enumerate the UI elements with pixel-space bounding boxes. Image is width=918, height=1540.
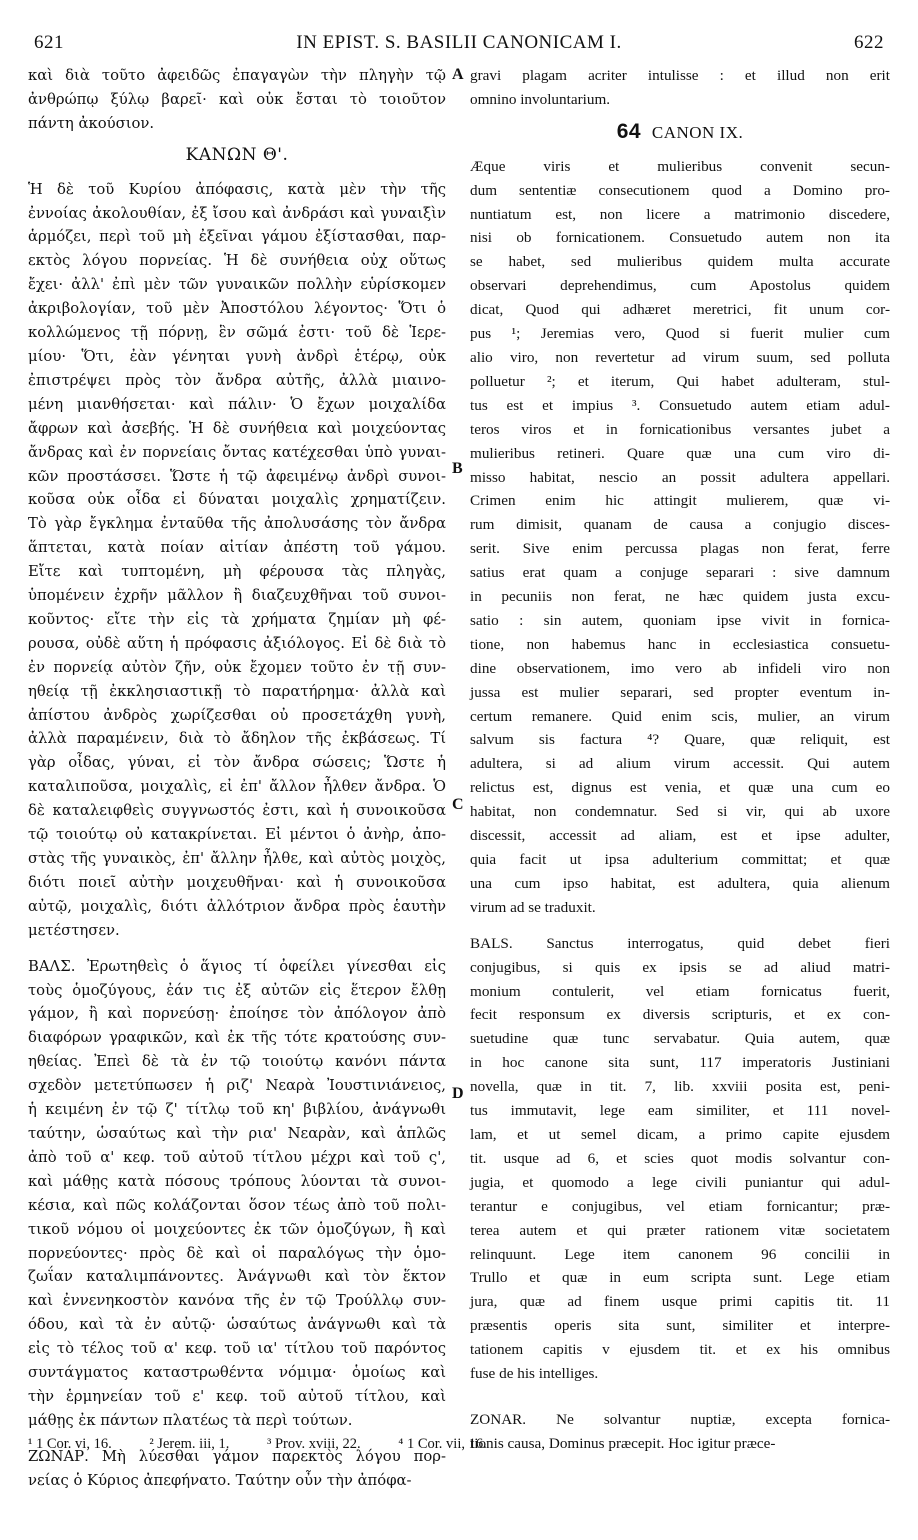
latin-column: [470, 64, 890, 1456]
text-line: κοῦντος· εἴτε τὴν εἰς τὰ χρήματα ζημίαν μὴ φέ-: [28, 610, 446, 628]
text-line: μένη μιανθήσεται· καὶ πάλιν· Ὁ ἔχων μοιχαλίδα: [28, 395, 446, 413]
text-line: in hoc canone sita sunt, 117 imperatoris Justiniani: [470, 1054, 890, 1072]
text-line: dicat, Quod qui adhæret meretrici, fit unum cor-: [470, 301, 890, 319]
page-number-left: 621: [34, 32, 64, 53]
text-line: terantur e conjugibus, vel etiam fornicantur; præ-: [470, 1197, 890, 1215]
latin-canon-text: [470, 155, 890, 920]
text-line: ἅπτεται, κατὰ ποίαν αἰτίαν ἀπέστη τοῦ γάμου.: [28, 539, 446, 557]
text-line: rum dimisit, quanam de causa a conjugio disces-: [470, 516, 890, 534]
text-line: jura, quæ ad finem usque primi capitis tit. 11: [470, 1293, 890, 1311]
text-line: ρουσα, οὐδὲ αὕτη ἡ πρόφασις ἀξιόλογος. Εἰ δὲ διὰ τὸ: [28, 634, 446, 652]
footnote-1: ¹ 1 Cor. vi, 16.: [28, 1436, 112, 1452]
text-line: ζωΐαν καταλιμπάνοντες. Ἀνάγνωθι καὶ τὸν ἕκτον: [28, 1268, 446, 1286]
text-line: se habet, sed mulieribus quidem multa accurate: [470, 253, 890, 271]
text-line: κέσια, καὶ πῶς κολάζονται ὅσον τέως ἀπὸ τοῦ πολι-: [28, 1196, 446, 1214]
greek-intro: [28, 64, 446, 136]
text-line: suetudine quæ tunc servabatur. Quia autem, quæ: [470, 1030, 890, 1048]
text-line: BALS. Sanctus interrogatus, quid debet fieri: [470, 934, 890, 952]
text-line: jugia, et quomodo a lege civili puniantur qui adul-: [470, 1173, 890, 1191]
text-line: ταύτην, ὡσαύτως καὶ τὴν ρια' Νεαρὰν, καὶ ἁπλῶς: [28, 1124, 446, 1142]
text-line: adultera, si ad alium virum accessit. Qui autem: [470, 755, 890, 773]
text-line: όδου, καὶ τὰ ἐν αὐτῷ· ὡσαύτως ἀνάγνωθι καὶ τὰ: [28, 1316, 446, 1334]
footnotes: [28, 1436, 890, 1453]
greek-canon-text: [28, 178, 446, 943]
text-line: ἀπὸ τοῦ α' κεφ. τοῦ αὐτοῦ τίτλου μέχρι καὶ τοῦ ς',: [28, 1148, 446, 1166]
text-line: μίου· Ὅτι, ἐὰν γένηται γυνὴ ἀνδρὶ ἑτέρῳ, οὐκ: [28, 347, 446, 365]
text-line: novella, quæ in tit. 7, lib. xxviii posita est, peni-: [470, 1078, 890, 1096]
footnote-2: ² Jerem. iii, 1.: [149, 1436, 230, 1452]
text-line: monium contulerit, vel etiam fornicatus fuerit,: [470, 982, 890, 1000]
text-line: ἐν πορνείᾳ αὐτὸν ζῆν, οὐκ ἔχομεν τοῦτο ἐν τῇ συν-: [28, 658, 446, 676]
margin-letter-b: B: [452, 460, 463, 477]
latin-canon-heading: [470, 120, 890, 145]
text-line: dine observationem, imo vero ab infideli viro non: [470, 659, 890, 677]
text-line: habitat, non condemnatur. Sed si vir, qui ab uxore: [470, 803, 890, 821]
text-line: terea autem et qui præter rationem vitæ societatem: [470, 1221, 890, 1239]
text-line: salvum sis factura ⁴? Quare, quæ reliquit, est: [470, 731, 890, 749]
text-line: tit. usque ad 6, et scies quot modis solvantur con-: [470, 1149, 890, 1167]
text-line: στὰς τῆς γυναικὸς, ἐπ' ἄλλην ἦλθε, καὶ αὐτὸς μοιχὸς,: [28, 850, 446, 867]
text-line: gravi plagam acriter intulisse : et illud non erit: [470, 67, 890, 84]
text-line: τὴν ἑρμηνείαν τοῦ ε' κεφ. τοῦ αὐτοῦ τίτλου, καὶ: [28, 1387, 446, 1405]
text-line: relinquunt. Lege item canonem 96 concilii in: [470, 1245, 890, 1263]
text-line: ΖΩΝΑΡ. Μὴ λύεσθαι γάμον παρεκτὸς λόγου πορ-: [28, 1447, 446, 1465]
text-line: σχεδὸν μετετύπωσεν ἡ ριζ' Νεαρὰ Ἰουστινιάνειος,: [28, 1077, 446, 1095]
text-line: συντάγματος καταστρωθέντα νόμιμα· ὁμοίως καὶ: [28, 1364, 446, 1382]
text-line: γὰρ οἶδας, γύναι, εἰ τὸν ἄνδρα σώσεις; Ὥστε ἡ: [28, 754, 446, 772]
running-title: IN EPIST. S. BASILII CANONICAM I.: [296, 32, 622, 53]
greek-balsamon-commentary: [28, 955, 446, 1433]
text-line: relictus est, dignus est venia, et quæ una cum eo: [470, 779, 890, 797]
text-line: Crimen enim hic attingit mulierem, quæ vi-: [470, 492, 890, 510]
text-line: præsentis operis sita sunt, similiter et interpre-: [470, 1317, 890, 1335]
text-line: alio viro, non revertetur ad virum suum, sed polluta: [470, 348, 890, 366]
text-line: τῷ τοιούτῳ οὐ κατακρίνεται. Εἰ μέντοι ὁ ἀνὴρ, ἀπο-: [28, 826, 446, 844]
text-line: fecit responsum ex diversis scripturis, et ex con-: [470, 1006, 890, 1024]
text-line: γάμον, ἢ καὶ πορνεύσῃ· ἐποίησε τὸν ἀπόλογον ἀπὸ: [28, 1005, 446, 1023]
text-line: una cum ipso habitat, est adultera, quia alienum: [470, 874, 890, 892]
text-line: teros viros et in fornicationibus versantes jubet a: [470, 420, 890, 438]
greek-canon-heading: ΚΑΝΩΝ Θ'.: [185, 144, 289, 165]
canon-title: CANON IX.: [651, 122, 744, 142]
text-line: καὶ ἐννενηκοστὸν κανόνα τῆς ἐν τῷ Τρούλλῳ συν-: [28, 1292, 446, 1310]
margin-letter-d: D: [452, 1085, 464, 1102]
text-line: discessit, accessit ad aliam, est et ipse adulter,: [470, 827, 890, 845]
footnote-3: ³ Prov. xviii, 22.: [267, 1436, 361, 1452]
text-line: κολλώμενος τῇ πόρνῃ, ἓν σῶμά ἐστι· τοῦ δὲ Ἱερε-: [28, 324, 446, 342]
text-line: πορνεύοντες· πρὸς δὲ καὶ οἱ παραλόγως τὴν ὁμο-: [28, 1244, 446, 1262]
text-line: conjugibus, si quis ex ipsis se ad aliud matri-: [470, 958, 890, 976]
text-line: Æque viris et mulieribus convenit secun-: [470, 157, 890, 175]
text-line: ὑπομένειν ἐχρῆν μᾶλλον ἢ διαζευχθῆναι τοῦ συνοι-: [28, 587, 446, 605]
text-line: satius erat quam a conjuge separari : sive damnum: [470, 564, 890, 582]
text-line: διαφόρων γραφικῶν, καὶ ἐκ τῆς τότε κρατούσης συν-: [28, 1029, 446, 1047]
text-line: omnino involuntarium.: [470, 90, 611, 108]
text-line: serit. Sive enim percussa plagas non ferat, ferre: [470, 540, 890, 558]
text-line: καὶ διὰ τοῦτο ἀφειδῶς ἐπαγαγὼν τὴν πληγὴν τῷ: [28, 67, 446, 84]
text-line: τικοῦ νόμου οἱ μοιχεύοντες ἐκ τῶν ὁμοζύγων, ἢ καὶ: [28, 1220, 446, 1238]
text-line: tione, non habemus hanc in ecclesiastica consuetu-: [470, 635, 890, 653]
text-line: ZONAR. Ne solvantur nuptiæ, excepta fornica-: [470, 1410, 890, 1428]
text-line: Τὸ γὰρ ἔγκλημα ἐνταῦθα τῆς ἀπολυσάσης τὸν ἄνδρα: [28, 515, 446, 533]
text-line: tus immutavit, lege eam similiter, et 111 novel-: [470, 1102, 890, 1120]
text-line: tionis causa, Dominus præcepit. Hoc igitur præce-: [470, 1434, 776, 1452]
text-line: tationem capitis v ejusdem tit. et ex his omnibus: [470, 1341, 890, 1359]
margin-letter-a: A: [452, 66, 464, 83]
text-line: polluetur ²; et iterum, Qui habet adulteram, stul-: [470, 372, 890, 390]
text-line: lam, et ut semel dicam, a primo capite ejusdem: [470, 1125, 890, 1143]
text-line: κῶν προστάσσει. Ὥστε ἡ τῷ ἀφειμένῳ ἀνδρὶ συνοι-: [28, 467, 446, 485]
text-line: μάθῃς ἐκ πάντων πλατέως τὰ περὶ τούτων.: [28, 1411, 353, 1429]
text-line: ἀλλὰ παραμένειν, διὰ τὸ ἄδηλον τῆς ἐκβάσεως. Τί: [28, 730, 446, 748]
text-line: fuse de his intelliges.: [470, 1365, 599, 1383]
text-line: satio : sin autem, quoniam ipse vivit in fornica-: [470, 611, 890, 629]
text-line: ἡ κειμένη ἐν τῷ ζ' τίτλῳ τοῦ κη' βιβλίου, ἀνάγνωθι: [28, 1101, 446, 1119]
text-line: καὶ μάθῃς κατὰ πόσους τρόπους λύονται τὰ συνοι-: [28, 1172, 446, 1190]
text-line: Trullo et quæ in eum scripta sunt. Lege etiam: [470, 1269, 890, 1287]
text-line: αὐτῷ, μοιχαλὶς, διότι ἀλλότριον ἄνδρα πρὸς ἑαυτὴν: [28, 897, 446, 915]
text-line: quia facit ut ipsa adulterium committat; et quæ: [470, 851, 890, 868]
text-line: virum ad se traduxit.: [470, 898, 596, 916]
text-line: ἐπιστρέψει πρὸς τὸν ἄνδρα αὐτῆς, ἀλλὰ μιαινο-: [28, 371, 446, 389]
text-line: πάντη ἀκούσιον.: [28, 114, 155, 132]
text-line: ηθείας. Ἐπεὶ δὲ τὰ ἐν τῷ τοιούτῳ κανόνι πάντα: [28, 1053, 446, 1071]
text-line: observari deprehendimus, cum Apostolus quidem: [470, 277, 890, 295]
text-line: misso habitat, nescio an possit adultera appellari.: [470, 468, 890, 486]
text-line: ἁρμόζει, περὶ τοῦ μὴ ἐξεῖναι γάμου ἐξίστασθαι, παρ-: [28, 228, 446, 246]
text-line: εκτὸς λόγου πορνείας. Ἡ δὲ συνήθεια οὐχ οὕτως: [28, 252, 446, 270]
canon-number: 64: [616, 119, 642, 143]
text-line: Εἴτε καὶ τυπτομένη, μὴ φέρουσα τὰς πληγὰς,: [28, 563, 446, 581]
text-line: ἔχει· ἀλλ' ἐπὶ μὲν τῶν γυναικῶν πολλὴν εὑρίσκομεν: [28, 276, 446, 294]
text-line: μετέστησεν.: [28, 921, 120, 939]
text-line: δὲ καταλειφθεὶς συγγνωστός ἐστι, καὶ ἡ συνοικοῦσα: [28, 802, 446, 820]
text-line: ἐννοίας ἀκολουθίαν, ἐξ ἴσου καὶ ἀνδράσι καὶ γυναιξὶν: [28, 204, 446, 222]
footnote-4: ⁴ 1 Cor. vii, 16.: [398, 1436, 487, 1452]
text-line: dum sententiæ consecutionem quod a Domino pro-: [470, 181, 890, 199]
text-line: ἄνδρας καὶ ἐν πορνείαις ὄντας κατέχεσθαι ὑπὸ γυναι-: [28, 443, 446, 461]
text-line: Ἡ δὲ τοῦ Κυρίου ἀπόφασις, κατὰ μὲν τὴν τῆς: [28, 180, 446, 198]
latin-balsamon-commentary: [470, 932, 890, 1386]
margin-letter-c: C: [452, 796, 464, 813]
text-line: ἀνθρώπῳ ξύλῳ βαρεῖ· καὶ οὐκ ἔσται τὸ τοιοῦτον: [28, 90, 446, 108]
text-line: ἀκριβολογίαν, τοῦ μὲν Ἀποστόλου λέγοντος· Ὅτι ὁ: [28, 300, 446, 318]
text-line: διότι ποιεῖ αὐτὴν μοιχευθῆναι· καὶ ἡ συνοικοῦσα: [28, 873, 446, 891]
text-line: certum remanere. Quid enim scis, mulier, an virum: [470, 707, 890, 725]
text-line: νείας ὁ Κύριος ἀπεφήνατο. Ταύτην οὖν τὴν ἀπόφα-: [28, 1471, 412, 1489]
text-line: εἰς τὸ τέλος τοῦ α' κεφ. τοῦ ια' τίτλου τοῦ παρόντος: [28, 1340, 446, 1358]
latin-intro: [470, 64, 890, 112]
text-line: jussa est mulier separari, sed propter eventum in-: [470, 683, 890, 701]
text-line: pus ¹; Jeremias vero, Quod si fuerit mulier cum: [470, 325, 890, 343]
greek-column: [28, 64, 446, 1493]
page-number-right: 622: [854, 32, 884, 53]
text-line: ηθείᾳ τῇ ἐκκλησιαστικῇ τὸ παρατήρημα· ἀλλὰ καὶ: [28, 682, 446, 700]
text-line: mulieribus retineri. Quare quæ una cum viro di-: [470, 444, 890, 462]
text-line: in pecuniis non ferat, ne hæc quidem justa excu-: [470, 588, 890, 606]
text-line: nisi ob fornicationem. Consuetudo autem non ita: [470, 229, 890, 247]
text-line: καταλιποῦσα, μοιχαλὶς, εἰ ἐπ' ἄλλον ἦλθεν ἄνδρα. Ὁ: [28, 778, 446, 796]
text-line: κοῦσα οὐκ οἶδα εἰ δύναται μοιχαλὶς χρηματίζειν.: [28, 491, 446, 509]
page: [28, 30, 890, 1510]
text-line: nuntiatum est, non licere a matrimonio discedere,: [470, 205, 890, 223]
text-line: ἄφρων καὶ ἀσεβής. Ἡ δὲ συνήθεια καὶ μοιχεύοντας: [28, 419, 446, 437]
text-line: ΒΑΛΣ. Ἐρωτηθεὶς ὁ ἅγιος τί ὀφείλει γίνεσθαι εἰς: [28, 957, 446, 975]
text-line: ἀπίστου ἀνδρὸς χωρίζεσθαι οὐ προσετάχθη γυνὴ,: [28, 706, 446, 724]
text-line: tus est et impius ³. Consuetudo autem etiam adul-: [470, 396, 890, 414]
text-line: τοὺς ὁμοζύγους, ἐάν τις ἐξ αὐτῶν εἰς ἕτερον ἔλθῃ: [28, 981, 446, 999]
page-header: [28, 30, 890, 60]
